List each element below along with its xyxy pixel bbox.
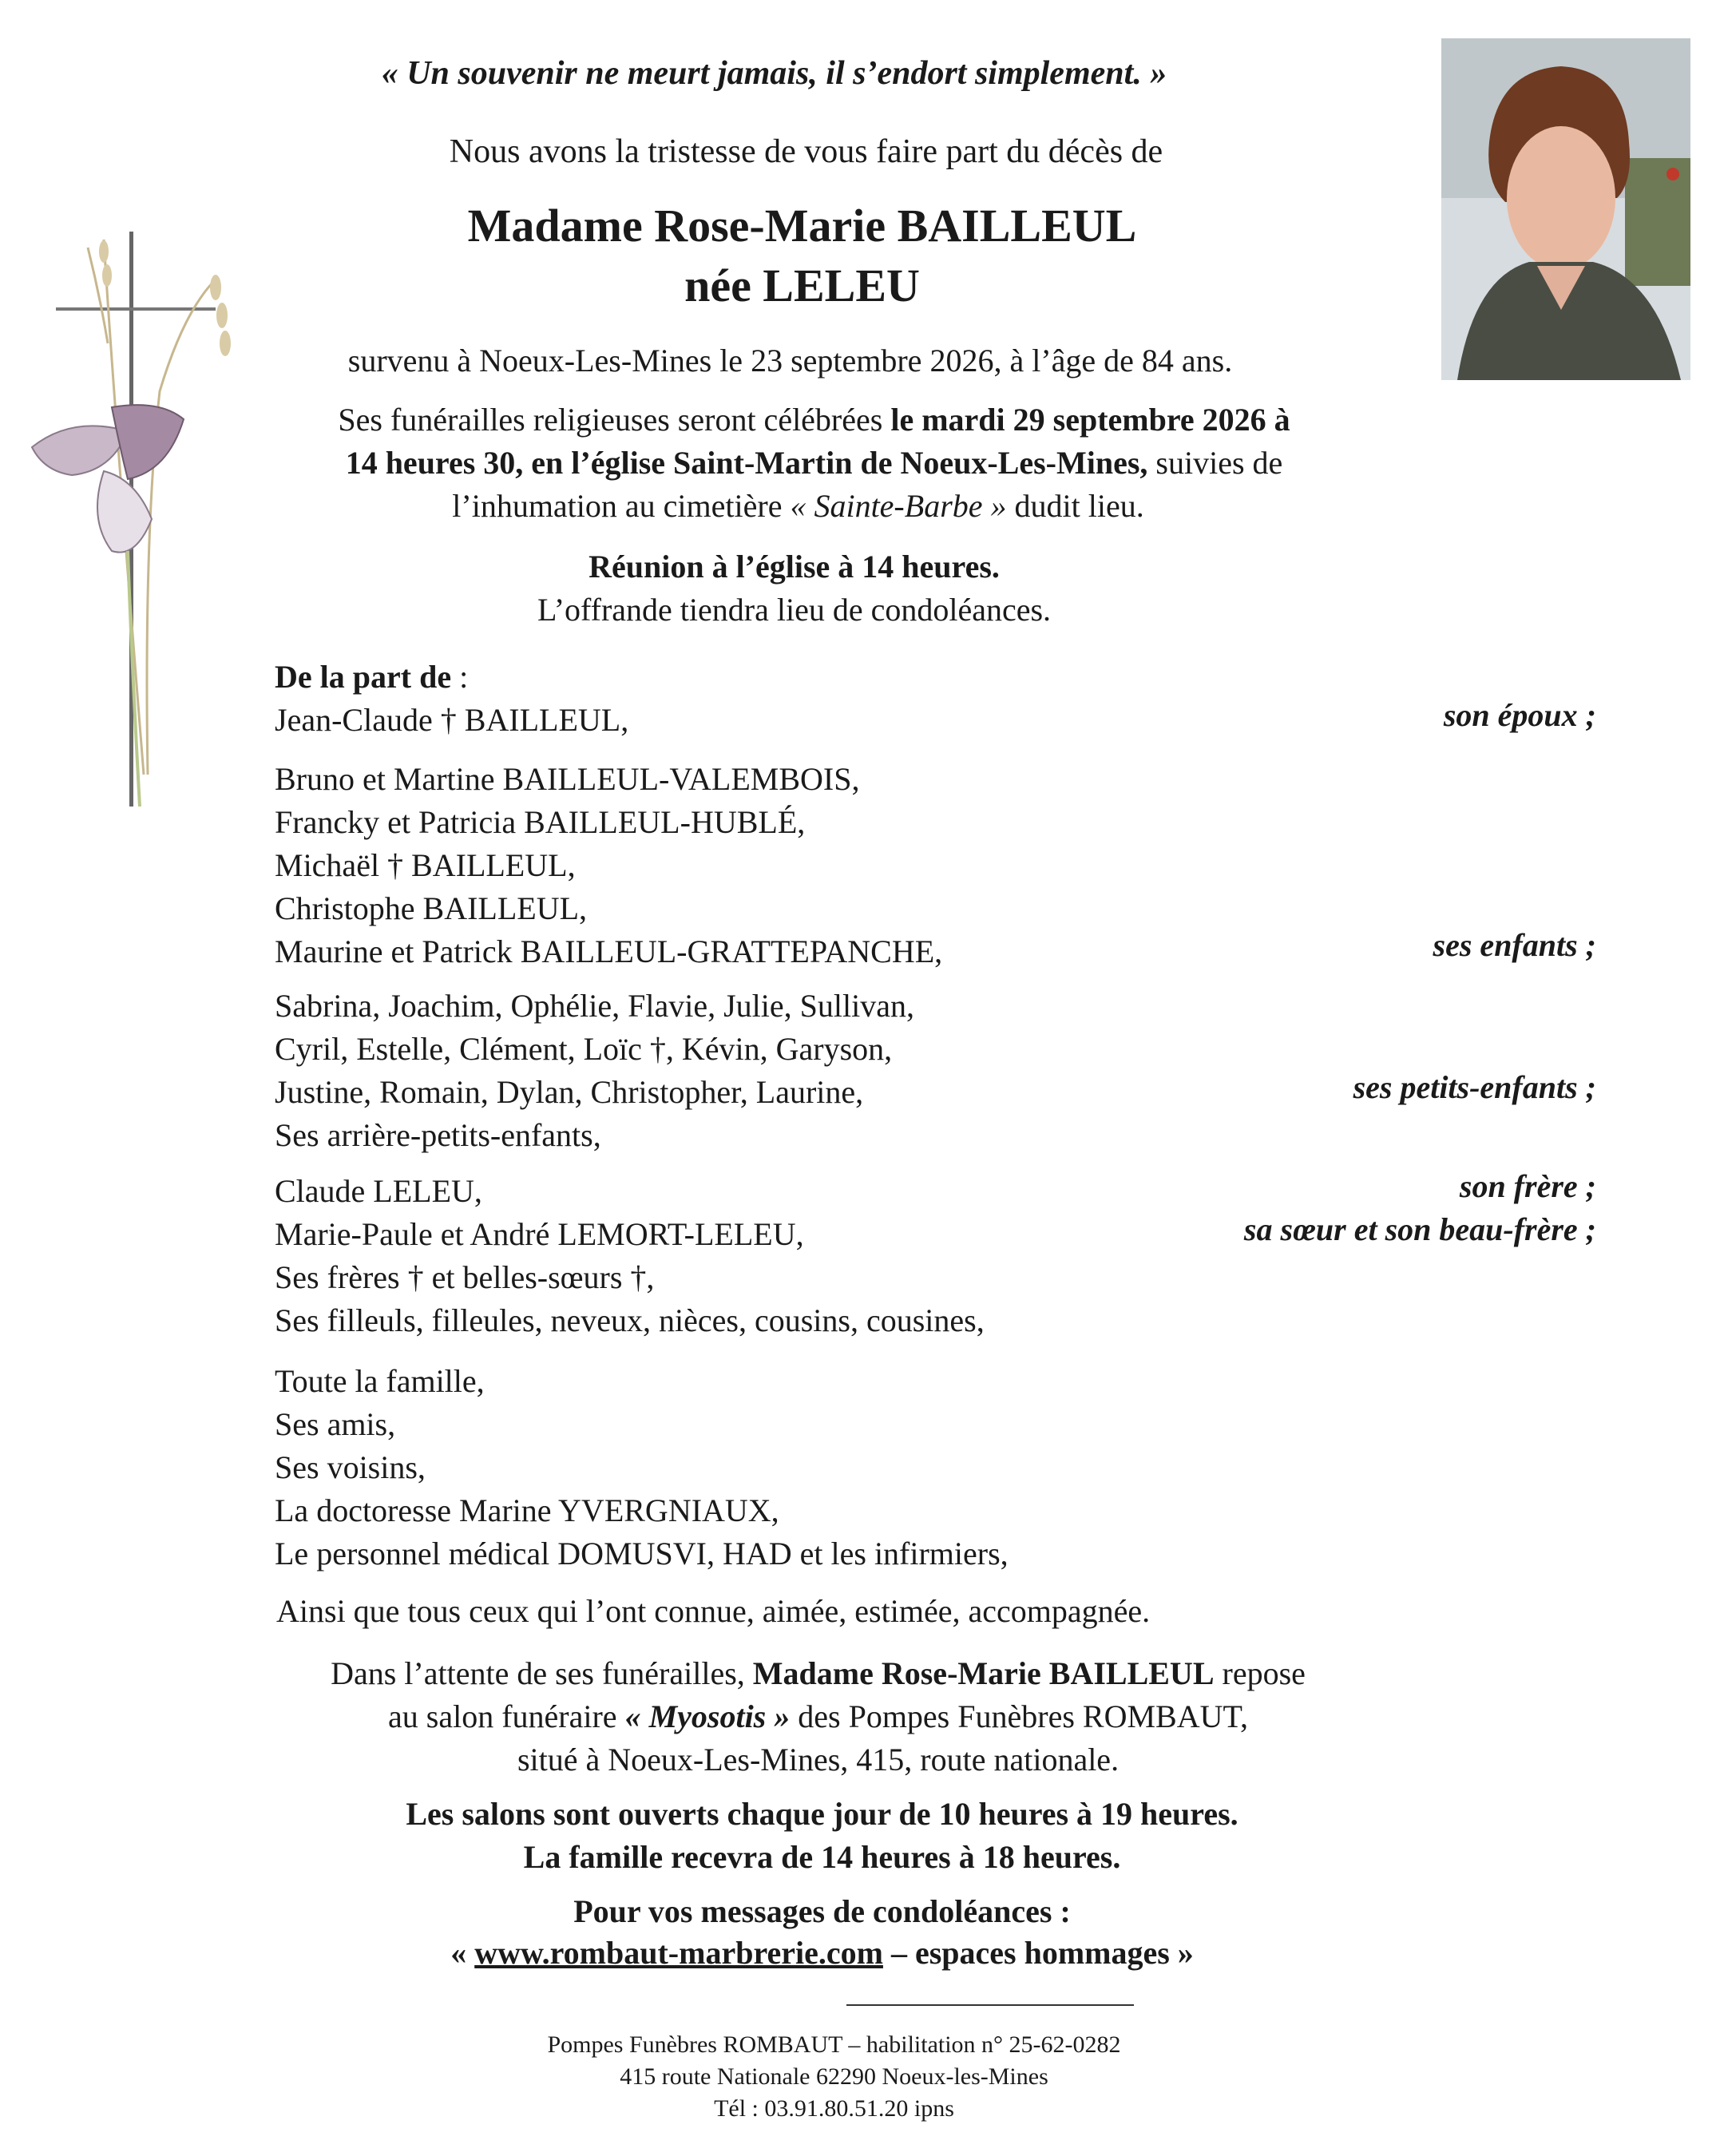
death-line: survenu à Noeux-Les-Mines le 23 septembre 2026, à l’âge de 84 ans. (347, 343, 1233, 378)
spouse-role: son époux ; (1443, 697, 1596, 733)
others-row: La doctoresse Marine YVERGNIAUX, (275, 1492, 779, 1528)
funeral-place: 14 heures 30, en l’église Saint-Martin de Noeux-Les-Mines, (345, 445, 1148, 481)
offrande: L’offrande tiendra lieu de condoléances. (537, 592, 1052, 628)
others-row: Ses amis, (275, 1406, 396, 1442)
intro-text: Nous avons la tristesse de vous faire part du décès de (449, 133, 1163, 170)
child-row: Maurine et Patrick BAILLEUL-GRATTEPANCHE, (275, 933, 943, 969)
hours-family: La famille recevra de 14 heures à 18 heures. (523, 1839, 1121, 1875)
hours-salons: Les salons sont ouverts chaque jour de 10 heures à 19 heures. (406, 1796, 1238, 1832)
repose-text: Dans l’attente de ses funérailles, (331, 1655, 753, 1691)
de-la-part-heading: De la part de : (275, 659, 469, 695)
funeral-text: Ses funérailles religieuses seront célébrées (338, 402, 891, 438)
grandchildren-row: Sabrina, Joachim, Ophélie, Flavie, Julie, Sullivan, (275, 988, 914, 1024)
footer-line-2: 415 route Nationale 62290 Noeux-les-Mines (620, 2063, 1048, 2090)
child-row: Francky et Patricia BAILLEUL-HUBLÉ, (275, 804, 806, 840)
reunion: Réunion à l’église à 14 heures. (589, 549, 1000, 585)
website-line: « www.rombaut-marbrerie.com – espaces hommages » (450, 1935, 1194, 1971)
grandchildren-row: Justine, Romain, Dylan, Christopher, Laurine, (275, 1074, 864, 1110)
spouse: Jean-Claude † BAILLEUL, (275, 702, 629, 738)
others-row: Toute la famille, (275, 1363, 485, 1399)
others-row: Le personnel médical DOMUSVI, HAD et les infirmiers, (275, 1536, 1009, 1571)
website-link[interactable]: www.rombaut-marbrerie.com (474, 1935, 883, 1971)
funeral-text-2: suivies de (1147, 445, 1283, 481)
sibling-row: Ses filleuls, filleules, neveux, nièces, cousins, cousines, (275, 1302, 985, 1338)
footer-line-1: Pompes Funèbres ROMBAUT – habilitation n° 25-62-0282 (547, 2031, 1121, 2058)
quote: « Un souvenir ne meurt jamais, il s’endort simplement. » (381, 55, 1167, 92)
all-others: Ainsi que tous ceux qui l’ont connue, aimée, estimée, accompagnée. (276, 1593, 1151, 1629)
cemetery-name: « Sainte-Barbe » (790, 488, 1007, 524)
deceased-name: Madame Rose-Marie BAILLEUL (467, 200, 1137, 252)
salon-name: « Myosotis » (624, 1698, 791, 1734)
funeral-line-3 (0, 487, 1656, 525)
child-row: Bruno et Martine BAILLEUL-VALEMBOIS, (275, 761, 860, 797)
repose-line-2 (0, 1698, 1676, 1735)
sister-role: sa sœur et son beau-frère ; (1243, 1211, 1596, 1247)
sibling-row: Marie-Paule et André LEMORT-LELEU, (275, 1216, 804, 1252)
burial-text: l’inhumation au cimetière (452, 488, 791, 524)
child-row: Christophe BAILLEUL, (275, 890, 588, 926)
others-row: Ses voisins, (275, 1449, 426, 1485)
brother-role: son frère ; (1459, 1168, 1596, 1204)
child-row: Michaël † BAILLEUL, (275, 847, 576, 883)
repose-address: situé à Noeux-Les-Mines, 415, route nationale. (517, 1742, 1120, 1778)
sibling-row: Ses frères † et belles-sœurs †, (275, 1259, 655, 1295)
repose-name: Madame Rose-Marie BAILLEUL (752, 1655, 1215, 1691)
grandchildren-row: Ses arrière-petits-enfants, (275, 1117, 601, 1153)
maiden-name: née LELEU (684, 260, 920, 311)
sibling-row: Claude LELEU, (275, 1173, 482, 1209)
funeral-line-2 (0, 444, 1672, 482)
grandchildren-role: ses petits-enfants ; (1353, 1069, 1596, 1105)
grandchildren-row: Cyril, Estelle, Clément, Loïc †, Kévin, Garyson, (275, 1031, 893, 1067)
footer-divider (846, 2004, 1134, 2006)
footer-line-3: Tél : 03.91.80.51.20 ipns (714, 2095, 954, 2122)
burial-text-end: dudit lieu. (1006, 488, 1144, 524)
messages-heading: Pour vos messages de condoléances : (573, 1893, 1071, 1929)
salon-text: au salon funéraire (388, 1698, 625, 1734)
funeral-line-1 (0, 401, 1672, 438)
funeral-date: le mardi 29 septembre 2026 à (890, 402, 1290, 438)
salon-text-end: des Pompes Funèbres ROMBAUT, (790, 1698, 1248, 1734)
repose-text-end: repose (1214, 1655, 1306, 1691)
children-role: ses enfants ; (1433, 927, 1596, 963)
repose-line-1 (0, 1655, 1676, 1692)
